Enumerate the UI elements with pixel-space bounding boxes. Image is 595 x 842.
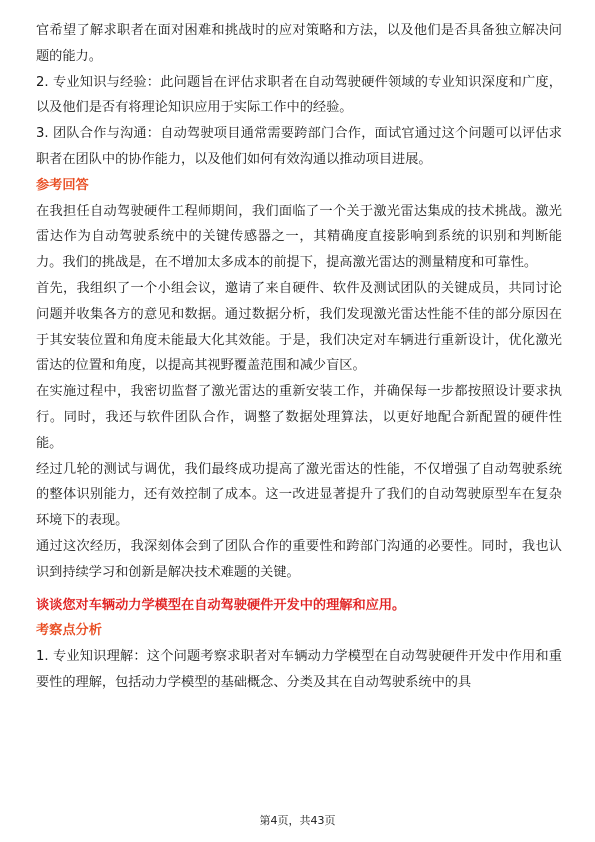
answer-paragraph-1: 在我担任自动驾驶硬件工程师期间，我们面临了一个关于激光雷达集成的技术挑战。激光雷达作为自动驾驶系统中的关键传感器之一，其精确度直接影响到系统的识别和判断能力。我们的挑战是，在不增加太多成本的前提下，提高激光雷达的测量精度和可靠性。 bbox=[36, 203, 562, 271]
analysis-heading: 考察点分析 bbox=[36, 623, 102, 639]
answer-paragraph-2: 首先，我组织了一个小组会议，邀请了来自硬件、软件及测试团队的关键成员，共同讨论问题并收集各方的意见和数据。通过数据分析，我们发现激光雷达性能不佳的部分原因在于其安装位置和角度未能最大化其效能。于是，我们决定对车辆进行重新设计，优化激光雷达的位置和角度，以提高其视野覆盖范围和减少盲区。 bbox=[36, 280, 562, 374]
analysis-point-3: 3. 团队合作与沟通：自动驾驶项目通常需要跨部门合作，面试官通过这个问题可以评估求职者在团队中的协作能力，以及他们如何有效沟通以推动项目进展。 bbox=[36, 126, 562, 167]
analysis-point-2: 2. 专业知识与经验：此问题旨在评估求职者在自动驾驶硬件领域的专业知识深度和广度，以及他们是否有将理论知识应用于实际工作中的经验。 bbox=[36, 74, 562, 116]
section-intro-continuation: 官希望了解求职者在面对困难和挑战时的应对策略和方法，以及他们是否具备独立解决问题的能力。 bbox=[36, 23, 562, 64]
answer-heading: 参考回答 bbox=[36, 177, 89, 193]
answer-paragraph-5: 通过这次经历，我深刻体会到了团队合作的重要性和跨部门沟通的必要性。同时，我也认识到持续学习和创新是解决技术难题的关键。 bbox=[36, 538, 562, 580]
document-page bbox=[36, 18, 562, 696]
answer-paragraph-3: 在实施过程中，我密切监督了激光雷达的重新安装工作，并确保每一步都按照设计要求执行。同时，我还与软件团队合作，调整了数据处理算法，以更好地配合新配置的硬件性能。 bbox=[36, 384, 562, 451]
analysis-point-1: 1. 专业知识理解：这个问题考察求职者对车辆动力学模型在自动驾驶硬件开发中作用和重要性的理解，包括动力学模型的基础概念、分类及其在自动驾驶系统中的具 bbox=[36, 649, 562, 690]
answer-paragraph-4: 经过几轮的测试与调优，我们最终成功提高了激光雷达的性能，不仅增强了自动驾驶系统的整体识别能力，还有效控制了成本。这一改进显著提升了我们的自动驾驶原型车在复杂环境下的表现。 bbox=[36, 461, 562, 529]
page-number: 第4页，共43页 bbox=[259, 814, 336, 827]
question-title: 谈谈您对车辆动力学模型在自动驾驶硬件开发中的理解和应用。 bbox=[36, 597, 406, 613]
